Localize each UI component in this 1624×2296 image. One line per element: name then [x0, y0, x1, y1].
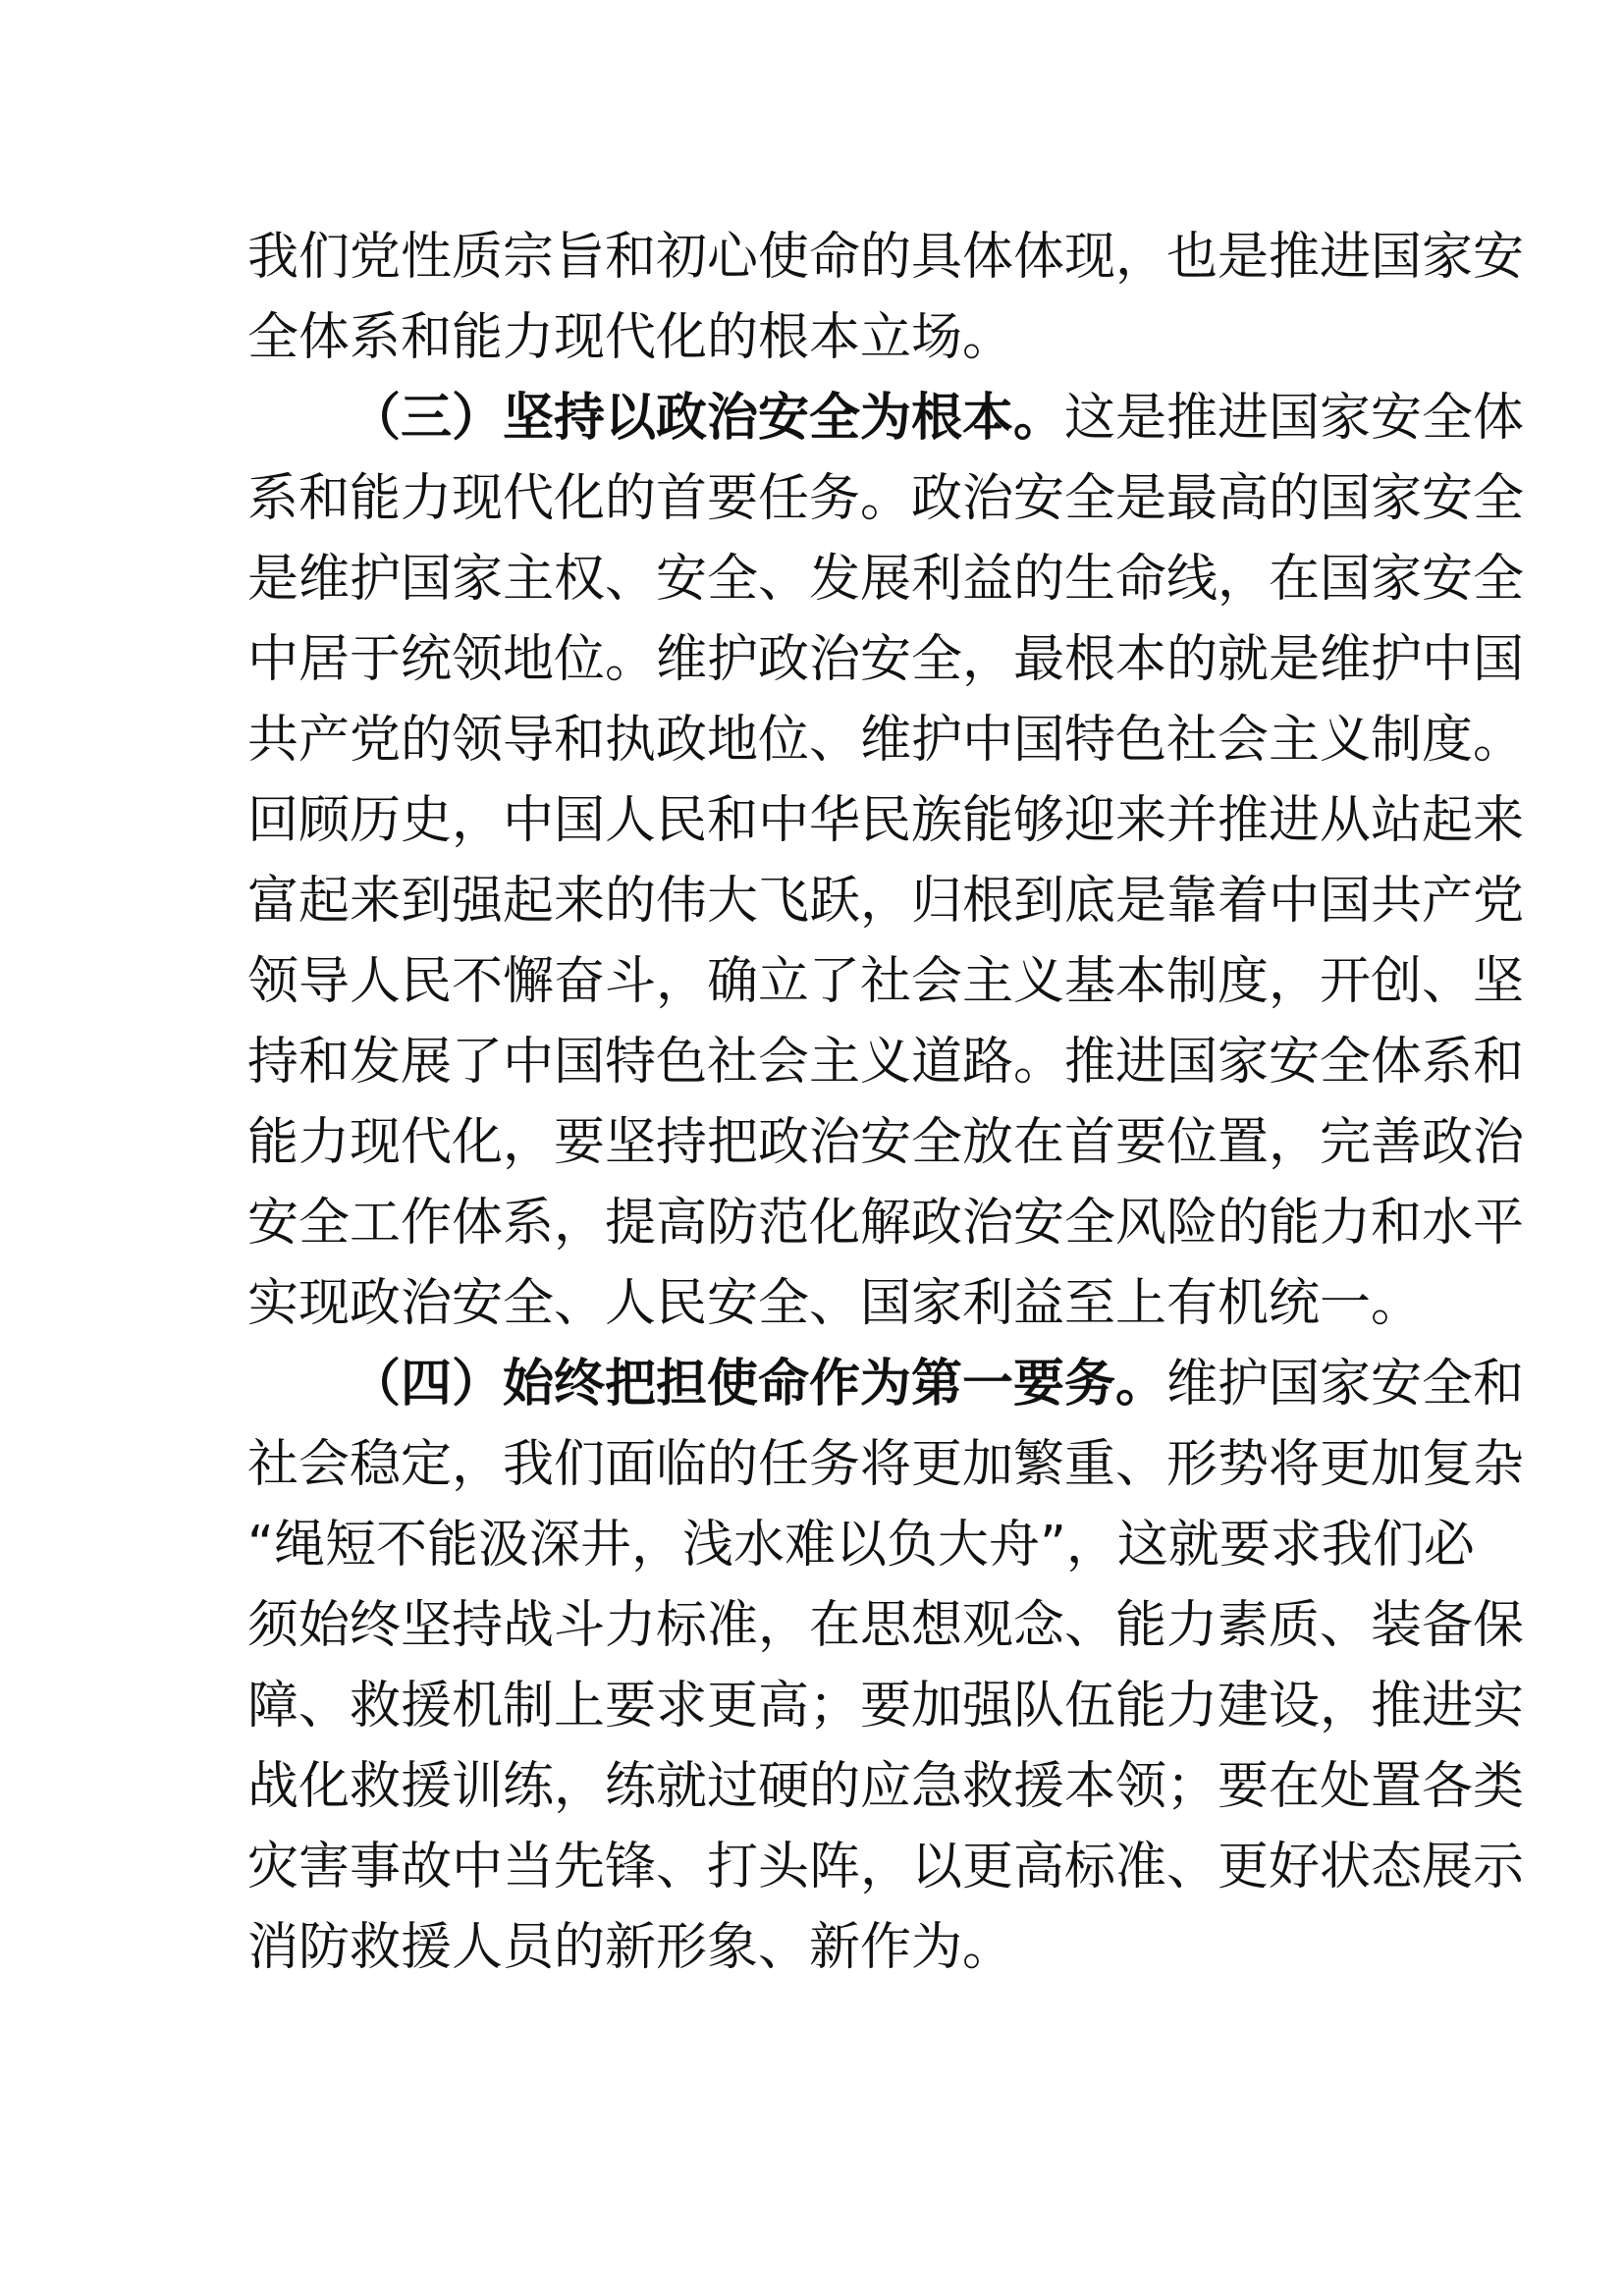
- text-line: 障、救援机制上要求更高；要加强队伍能力建设，推进实: [247, 1677, 1525, 1735]
- text-line: 回顾历史，中国人民和中华民族能够迎来并推进从站起来: [247, 791, 1525, 850]
- text-line: 消防救援人员的新形象、新作为。: [247, 1918, 1014, 1977]
- paragraph-political-security: [247, 378, 1525, 1344]
- text-line: 是维护国家主权、安全、发展利益的生命线，在国家安全: [247, 550, 1525, 609]
- text-line: 我们党性质宗旨和初心使命的具体体现，也是推进国家安: [247, 228, 1525, 287]
- document-body: [247, 217, 1525, 1988]
- text-line: 系和能力现代化的首要任务。政治安全是最高的国家安全: [247, 469, 1525, 528]
- text-line: 共产党的领导和执政地位、维护中国特色社会主义制度。: [247, 711, 1525, 770]
- text-line: 领导人民不懈奋斗，确立了社会主义基本制度，开创、坚: [247, 952, 1525, 1011]
- text-run: 这是推进国家安全体: [1064, 389, 1525, 448]
- paragraph-first-line: [247, 378, 1525, 458]
- section-heading: （三）坚持以政治安全为根本。: [350, 389, 1065, 448]
- text-line: 实现政治安全、人民安全、国家利益至上有机统一。: [247, 1274, 1423, 1333]
- paragraph-mission: [247, 1344, 1525, 1988]
- paragraph-first-line: [247, 1344, 1525, 1424]
- text-line: 战化救援训练，练就过硬的应急救援本领；要在处置各类: [247, 1757, 1525, 1816]
- text-line: 持和发展了中国特色社会主义道路。推进国家安全体系和: [247, 1033, 1525, 1092]
- text-line: 社会稳定，我们面临的任务将更加繁重、形势将更加复杂: [247, 1435, 1525, 1494]
- text-line: 中居于统领地位。维护政治安全，最根本的就是维护中国: [247, 630, 1525, 689]
- text-line: “绳短不能汲深井，浅水难以负大舟”，这就要求我们必: [247, 1516, 1475, 1575]
- section-heading: （四）始终把担使命作为第一要务。: [350, 1355, 1167, 1414]
- text-run: 维护国家安全和: [1166, 1355, 1525, 1414]
- text-line: 须始终坚持战斗力标准，在思想观念、能力素质、装备保: [247, 1596, 1525, 1655]
- text-line: 全体系和能力现代化的根本立场。: [247, 308, 1014, 367]
- text-line: 安全工作体系，提高防范化解政治安全风险的能力和水平: [247, 1194, 1525, 1253]
- text-line: 灾害事故中当先锋、打头阵，以更高标准、更好状态展示: [247, 1838, 1525, 1896]
- text-line: 富起来到强起来的伟大飞跃，归根到底是靠着中国共产党: [247, 872, 1525, 931]
- paragraph-continuation: [247, 217, 1525, 378]
- text-line: 能力现代化，要坚持把政治安全放在首要位置，完善政治: [247, 1113, 1525, 1172]
